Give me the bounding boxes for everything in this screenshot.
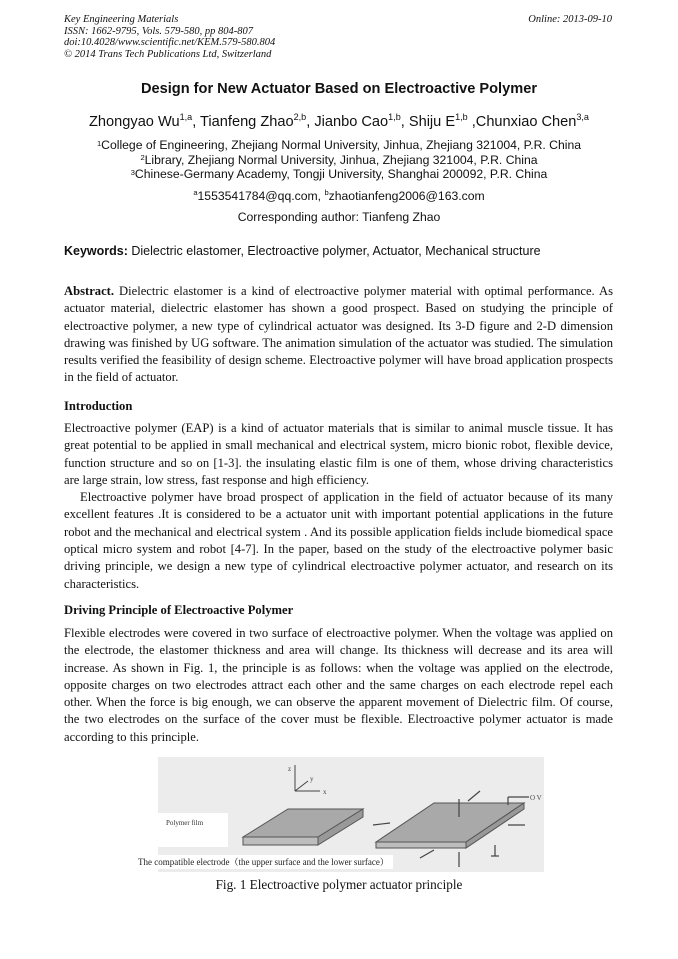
copyright: © 2014 Trans Tech Publications Ltd, Switzerland bbox=[64, 48, 272, 60]
section-heading: Driving Principle of Electroactive Polymer bbox=[64, 603, 294, 617]
affiliation: $^2$Library, Zhejiang Normal University, Jinhua, Zhejiang 321004, P.R. China bbox=[140, 152, 538, 167]
journal-name: Key Engineering Materials bbox=[64, 14, 179, 25]
figure-caption: Fig. 1 Electroactive polymer actuator principle bbox=[215, 877, 463, 892]
driving-body bbox=[64, 625, 613, 746]
author: Chunxiao Chen$^{3,a}$ bbox=[475, 112, 589, 130]
author: Tianfeng Zhao$^{2,b}$, bbox=[200, 112, 315, 130]
corresponding-author: Corresponding author: Tianfeng Zhao bbox=[237, 210, 441, 224]
electrode-label: The compatible electrode（the upper surface and the lower surface） bbox=[136, 855, 393, 869]
doi: doi:10.4028/www.scientific.net/KEM.579-580.804 bbox=[64, 37, 276, 48]
paper-title: Design for New Actuator Based on Electroactive Polymer bbox=[140, 81, 538, 97]
paragraph: Electroactive polymer (EAP) is a kind of actuator materials that is similar to animal muscle tissue. It has great potential to be applied in small mechanical and electrical system, micro bionic robot, flexible device, function structure and so on [1-3]. the insulating elastic film is one of them, whose driving characteristics are large strain, low stress, fast response and high efficiency. bbox=[64, 421, 613, 487]
author: Jianbo Cao$^{1,b}$, bbox=[314, 112, 409, 130]
author-emails: $^a$1553541784@qq.com, $^b$zhaotianfeng2006@163.com bbox=[193, 187, 485, 203]
axis-y-label: y bbox=[310, 775, 314, 783]
polymer-film-label: Polymer film bbox=[166, 819, 204, 827]
paragraph: Electroactive polymer have broad prospect of application in the field of actuator because of its many excellent features .It is considered to be a actuator unit with important potential applications in the future robot and the mechanical and electrical system . And its possible application fields include biomedical space optical micro system and robot [4-7]. In the paper, based on the study of the electroactive polymer basic driving principle, we design a new type of cylindrical electroactive polymer actuator, and research on its characteristics. bbox=[64, 490, 613, 591]
section-heading: Introduction bbox=[64, 399, 133, 413]
affiliation: $^3$Chinese-Germany Academy, Tongji University, Shanghai 200092, P.R. China bbox=[130, 167, 548, 182]
author: Zhongyao Wu$^{1,a}$, bbox=[89, 112, 201, 130]
keywords: Keywords: Dielectric elastomer, Electroactive polymer, Actuator, Mechanical structure bbox=[64, 244, 541, 258]
author-list bbox=[0, 114, 678, 130]
author: Shiju E$^{1,b}$ , bbox=[408, 112, 476, 130]
online-date: Online: 2013-09-10 bbox=[528, 14, 612, 25]
axis-z-label: z bbox=[288, 765, 292, 773]
introduction-body bbox=[64, 420, 613, 593]
affiliation: $^1$College of Engineering, Zhejiang Normal University, Jinhua, Zhejiang 321004, P.R. China bbox=[96, 138, 582, 152]
axis-x-label: x bbox=[323, 788, 327, 796]
issn: ISSN: 1662-9795, Vols. 579-580, pp 804-807 bbox=[64, 25, 253, 37]
voltage-label: O V bbox=[530, 794, 542, 802]
abstract: Abstract. Dielectric elastomer is a kind of electroactive polymer material with optimal performance. As actuator material, dielectric elastomer has shown a good prospect. Based on studying the principle of electroactive polymer, a new type of cylindrical actuator was designed. Its 3-D figure and 2-D dimension drawing was finished by UG software. The animation simulation of the actuator was studied. The simulation results verified the feasibility of design scheme. Electroactive polymer will have broad application prospects in the field of actuator. bbox=[64, 284, 613, 385]
journal-header bbox=[64, 14, 275, 60]
affiliations bbox=[0, 138, 678, 182]
paragraph: Flexible electrodes were covered in two surface of electroactive polymer. When the voltage was applied on the electrode, the elastomer thickness and area will change. Its thickness will decrease and its area will increase. As shown in Fig. 1, the principle is as follows: when the voltage was applied on the electrode, opposite charges on two electrodes attract each other and the same charges on each electrode repel each other. When the force is big enough, we can observe the apparent movement of Dielectric film. Of course, the two electrodes on the surface of the cover must be flexible. Electroactive polymer actuator is made according to this principle. bbox=[64, 626, 613, 744]
